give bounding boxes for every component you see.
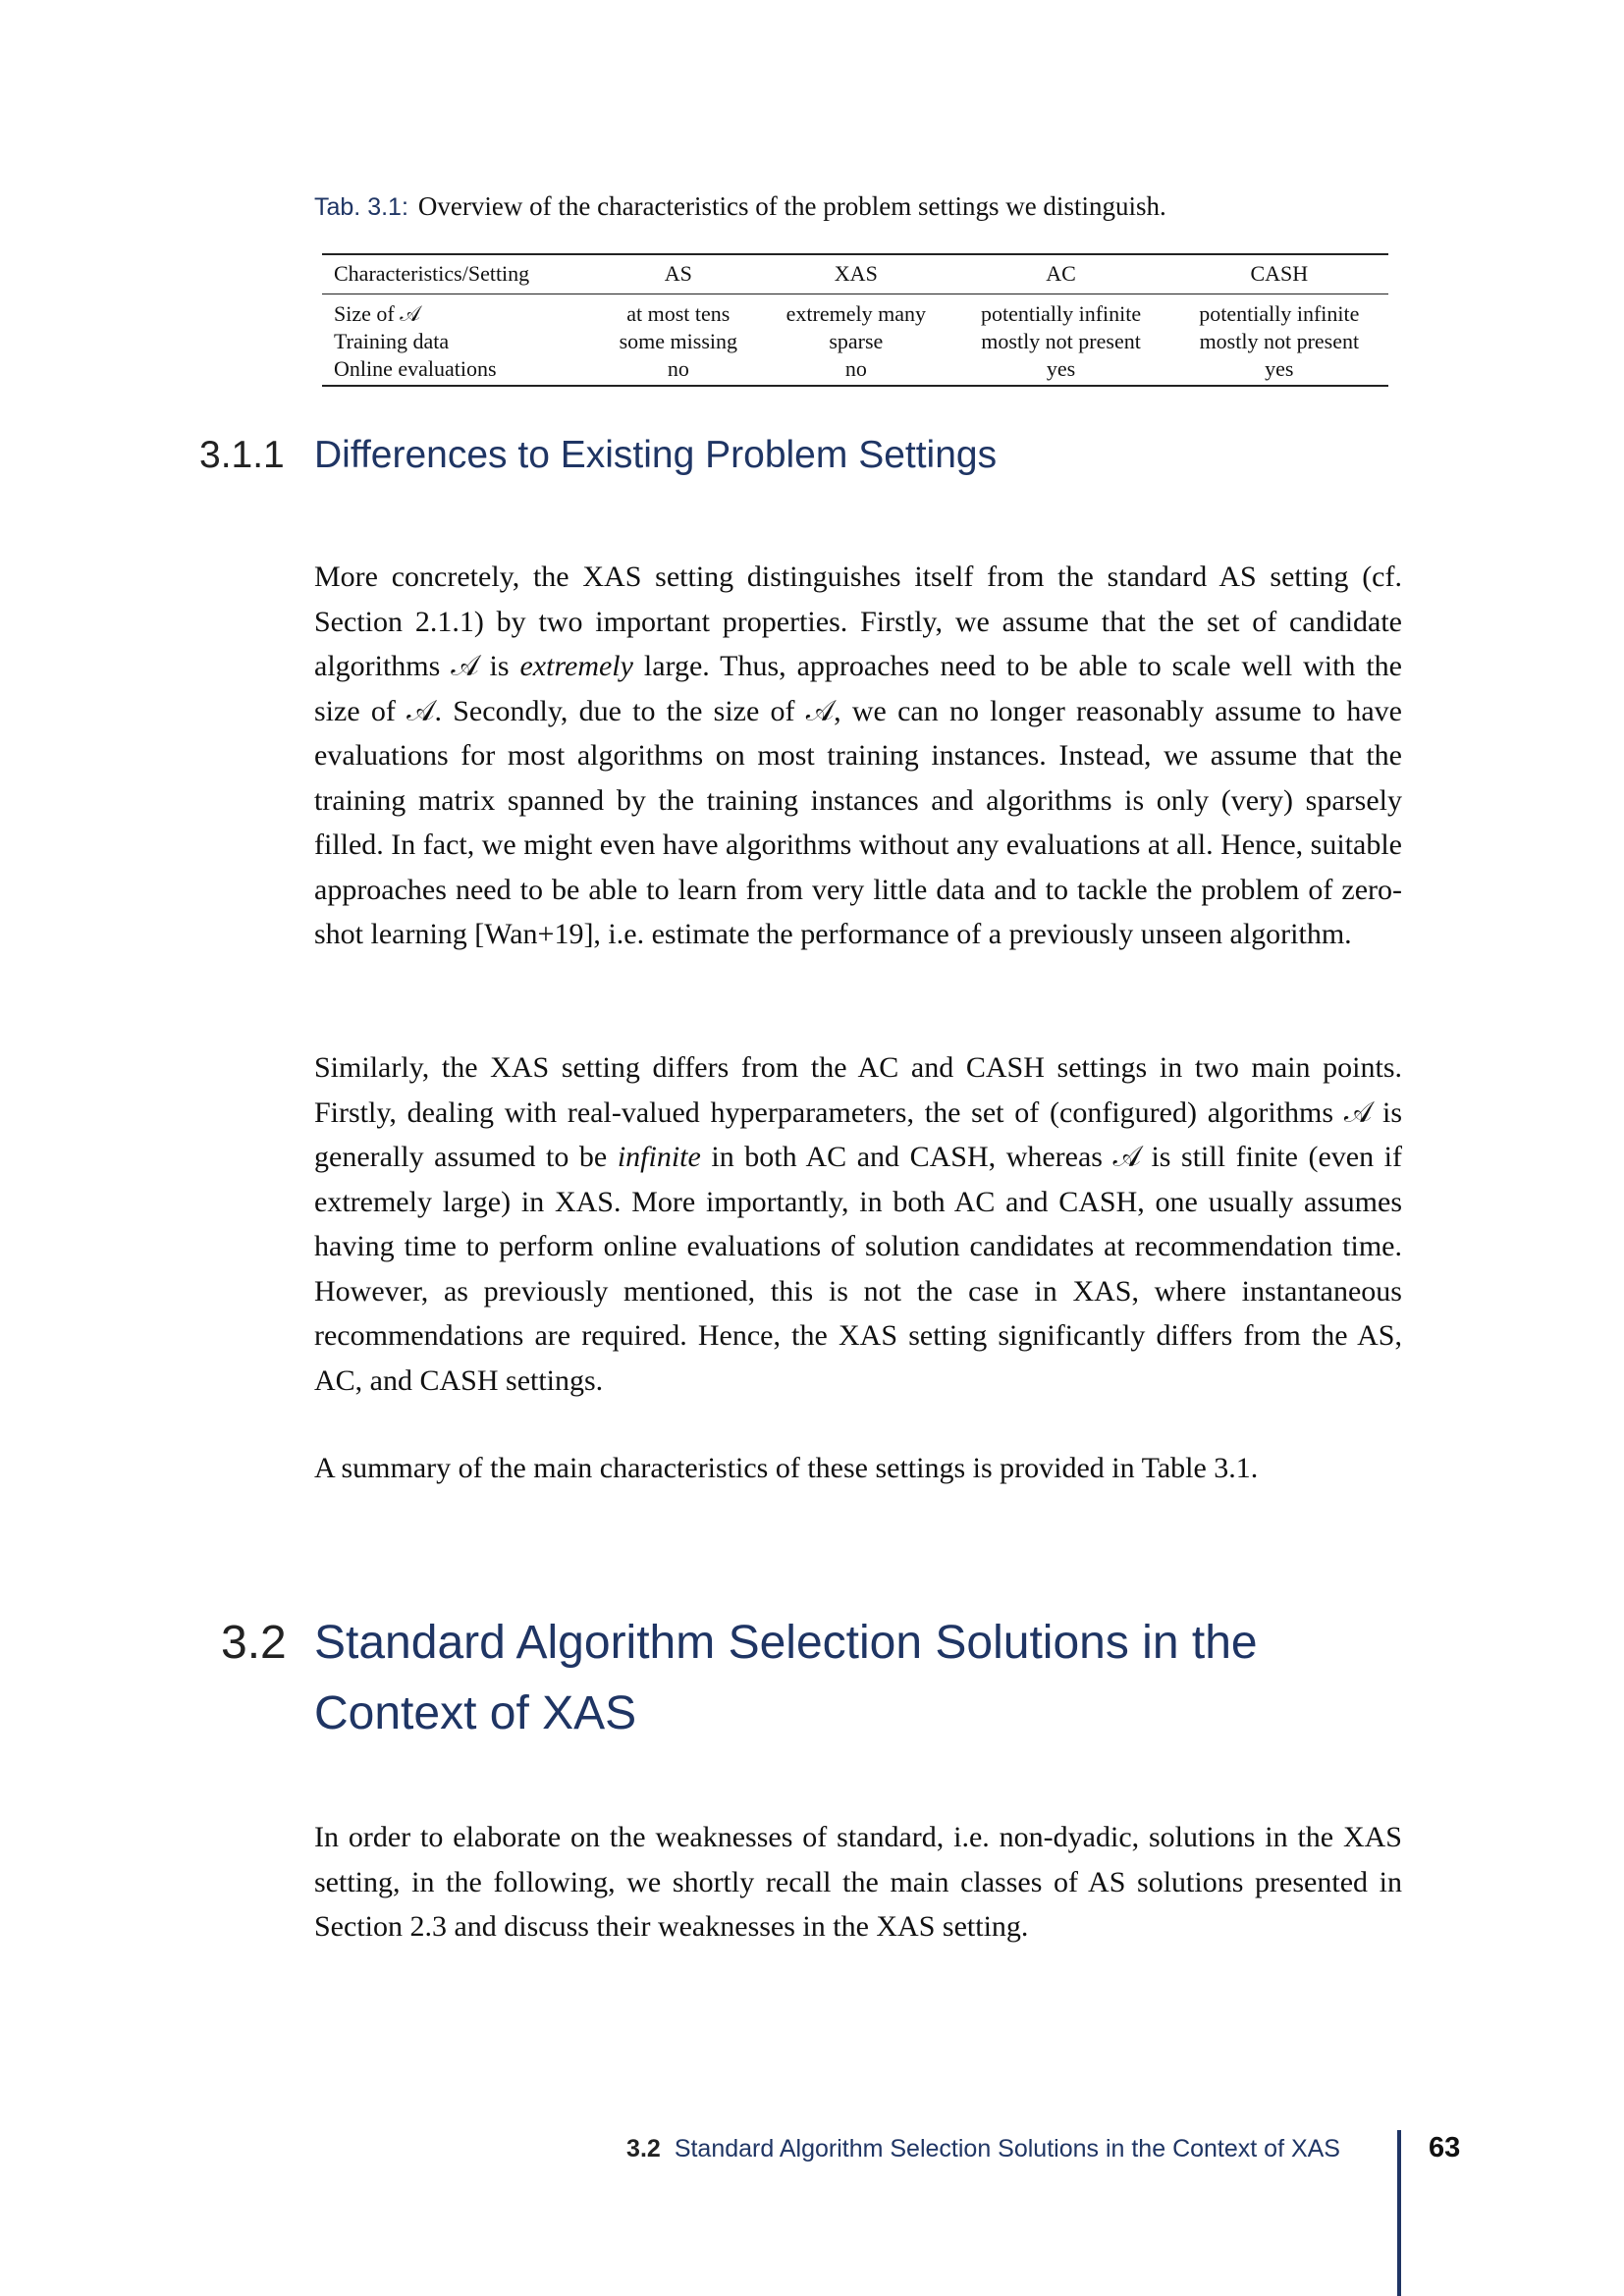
table-cell: Online evaluations <box>322 355 596 386</box>
table-caption <box>314 187 1166 227</box>
running-footer <box>626 2135 1340 2163</box>
subsection-number: 3.1.1 <box>199 434 285 476</box>
paragraph-emphasis: infinite <box>617 1141 701 1173</box>
table-cell: at most tens <box>626 301 731 326</box>
body-paragraph <box>314 1045 1402 1403</box>
table-cell: mostly not present <box>1199 329 1360 353</box>
table-caption-label: Tab. 3.1: <box>314 193 408 221</box>
paragraph-text: More concretely, the XAS setting distinguishes itself from the standard AS setting (cf. Section 2.1.1) by two important properties. Firstly, we assume that the set of candidate algorithms 𝒜 is <box>314 561 1402 682</box>
table-row <box>322 294 1388 329</box>
characteristics-table <box>322 253 1388 387</box>
page-number: 63 <box>1429 2132 1461 2163</box>
table-caption-text: Overview of the characteristics of the problem settings we distinguish. <box>417 191 1166 221</box>
table-cell: yes <box>951 355 1169 386</box>
footer-section-number: 3.2 <box>626 2135 661 2163</box>
table-header-cell: AC <box>951 254 1169 294</box>
footer-divider <box>1397 2130 1401 2296</box>
table-row <box>322 355 1388 386</box>
table-cell: Training data <box>334 329 450 353</box>
paragraph-emphasis: extremely <box>519 650 633 682</box>
table-header-cell: Characteristics/Setting <box>322 254 596 294</box>
paragraph-text: large. Thus, approaches need to be able to scale well with the size of 𝒜. Secondly, due to the size of 𝒜, we can no longer reasonably assume to have evaluations for most algorithms on most training instances. Instead, we assume that the training matrix spanned by the training instances and algorithms is only (very) sparsely filled. In fact, we might even have algorithms without any evaluations at all. Hence, suitable approaches need to be able to learn from very little data and to tackle the problem of zero-shot learning [Wan+19], i.e. estimate the performance of a previously unseen algorithm. <box>314 650 1402 950</box>
table-cell: Size of 𝒜 <box>334 301 421 326</box>
table-cell: no <box>596 355 760 386</box>
paragraph-text: in both AC and CASH, whereas 𝒜 is still finite (even if extremely large) in XAS. More importantly, in both AC and CASH, one usually assumes having time to perform online evaluations of solution candidates at recommendation time. However, as previously mentioned, this is not the case in XAS, where instantaneous recommendations are required. Hence, the XAS setting significantly differs from the AS, AC, and CASH settings. <box>314 1141 1402 1397</box>
table-cell: mostly not present <box>981 329 1141 353</box>
table-cell: potentially infinite <box>980 301 1142 326</box>
table-cell: potentially infinite <box>1199 301 1360 326</box>
table-header-cell: XAS <box>760 254 951 294</box>
table-row <box>322 328 1388 355</box>
section-title: Standard Algorithm Selection Solutions in the Context of XAS <box>314 1617 1258 1739</box>
table-cell: extremely many <box>785 301 926 326</box>
table-cell: some missing <box>619 329 738 353</box>
table-cell: sparse <box>829 329 884 353</box>
body-paragraph <box>314 555 1402 957</box>
table-header-cell: CASH <box>1170 254 1388 294</box>
table-cell: no <box>760 355 951 386</box>
body-paragraph: A summary of the main characteristics of these settings is provided in Table 3.1. <box>314 1452 1259 1484</box>
footer-section-title: Standard Algorithm Selection Solutions in the Context of XAS <box>674 2135 1340 2163</box>
table-header-cell: AS <box>596 254 760 294</box>
paragraph-text: Similarly, the XAS setting differs from the AC and CASH settings in two main points. Firstly, dealing with real-valued hyperparameters, the set of (configured) algorithms 𝒜 is generally assumed to be <box>314 1051 1402 1173</box>
section-number: 3.2 <box>221 1617 287 1669</box>
subsection-title: Differences to Existing Problem Settings <box>314 434 998 476</box>
table-header-row <box>322 254 1388 294</box>
body-paragraph: In order to elaborate on the weaknesses of standard, i.e. non-dyadic, solutions in the XAS setting, in the following, we shortly recall the main classes of AS solutions presented in Section 2.3 and discuss their weaknesses in the XAS setting. <box>314 1821 1402 1943</box>
table-cell: yes <box>1170 355 1388 386</box>
